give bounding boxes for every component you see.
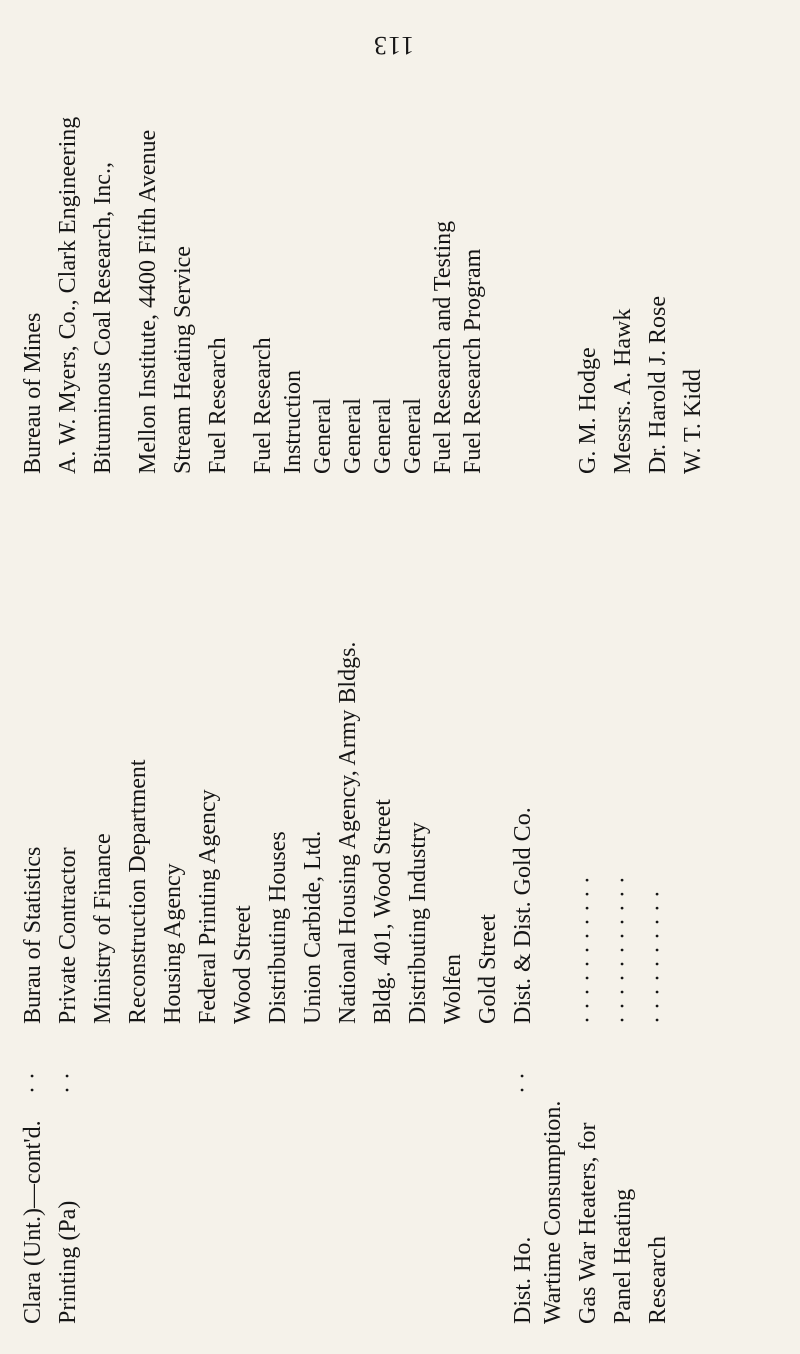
list-subject: General	[400, 398, 426, 474]
leader-dots: · ·	[510, 1072, 536, 1094]
list-subject: General	[340, 398, 366, 474]
entry-line: Dist. & Dist. Gold Co.	[510, 807, 536, 1024]
org-line: Stream Heating Service	[170, 246, 196, 474]
list-subject: Instruction	[280, 370, 306, 474]
entry-line: Federal Printing Agency	[195, 789, 221, 1024]
org-line: Mellon Institute, 4400 Fifth Avenue	[135, 129, 161, 474]
entry-line: Wolfen	[440, 953, 466, 1024]
leader-dots: · ·	[20, 1072, 46, 1094]
contact-name: G. M. Hodge	[575, 347, 601, 474]
contact-name: Dr. Harold J. Rose	[645, 296, 671, 474]
entry-line: Ministry of Finance	[90, 833, 116, 1024]
subject-label: Panel Heating	[610, 1188, 636, 1324]
list-subject: Fuel Research	[250, 337, 276, 474]
org-line: A. W. Myers, Co., Clark Engineering	[55, 116, 81, 474]
leader-dots: · · · · · · · · · · ·	[610, 876, 636, 1024]
list-subject: Fuel Research and Testing	[430, 220, 456, 474]
org-line: Bituminous Coal Research, Inc.,	[90, 162, 116, 474]
org-line: Bureau of Mines	[20, 312, 46, 474]
category-label: Dist. Ho.	[510, 1236, 536, 1324]
entry-line: Distributing Industry	[405, 822, 431, 1024]
org-line: Fuel Research	[205, 337, 231, 474]
list-subject: General	[310, 398, 336, 474]
category-label: Printing (Pa)	[55, 1200, 81, 1324]
list-subject: Fuel Research Program	[460, 248, 486, 474]
leader-dots: · · · · · · · · · ·	[645, 890, 671, 1024]
page-number: 113	[372, 31, 414, 60]
list-subject: General	[370, 398, 396, 474]
entry-line: National Housing Agency, Army Bldgs.	[335, 641, 361, 1024]
leader-dots: · ·	[55, 1072, 81, 1094]
category-label: Clara (Unt.)—cont'd.	[20, 1120, 46, 1324]
entry-line: Bldg. 401, Wood Street	[370, 799, 396, 1024]
contact-name: W. T. Kidd	[680, 369, 706, 474]
entry-line: Private Contractor	[55, 847, 81, 1024]
entry-line: Union Carbide, Ltd.	[300, 830, 326, 1024]
subject-label: Gas War Heaters, for	[575, 1122, 601, 1324]
entry-line: Burau of Statistics	[20, 846, 46, 1024]
entry-line: Distributing Houses	[265, 831, 291, 1024]
entry-line: Wood Street	[230, 905, 256, 1024]
leader-dots: · · · · · · · · · · ·	[575, 876, 601, 1024]
subject-label: Research	[645, 1236, 671, 1324]
contact-name: Messrs. A. Hawk	[610, 308, 636, 474]
entry-line: Gold Street	[475, 914, 501, 1024]
entry-line: Housing Agency	[160, 863, 186, 1024]
subject-label: Wartime Consumption.	[540, 1100, 566, 1324]
entry-line: Reconstruction Department	[125, 759, 151, 1024]
